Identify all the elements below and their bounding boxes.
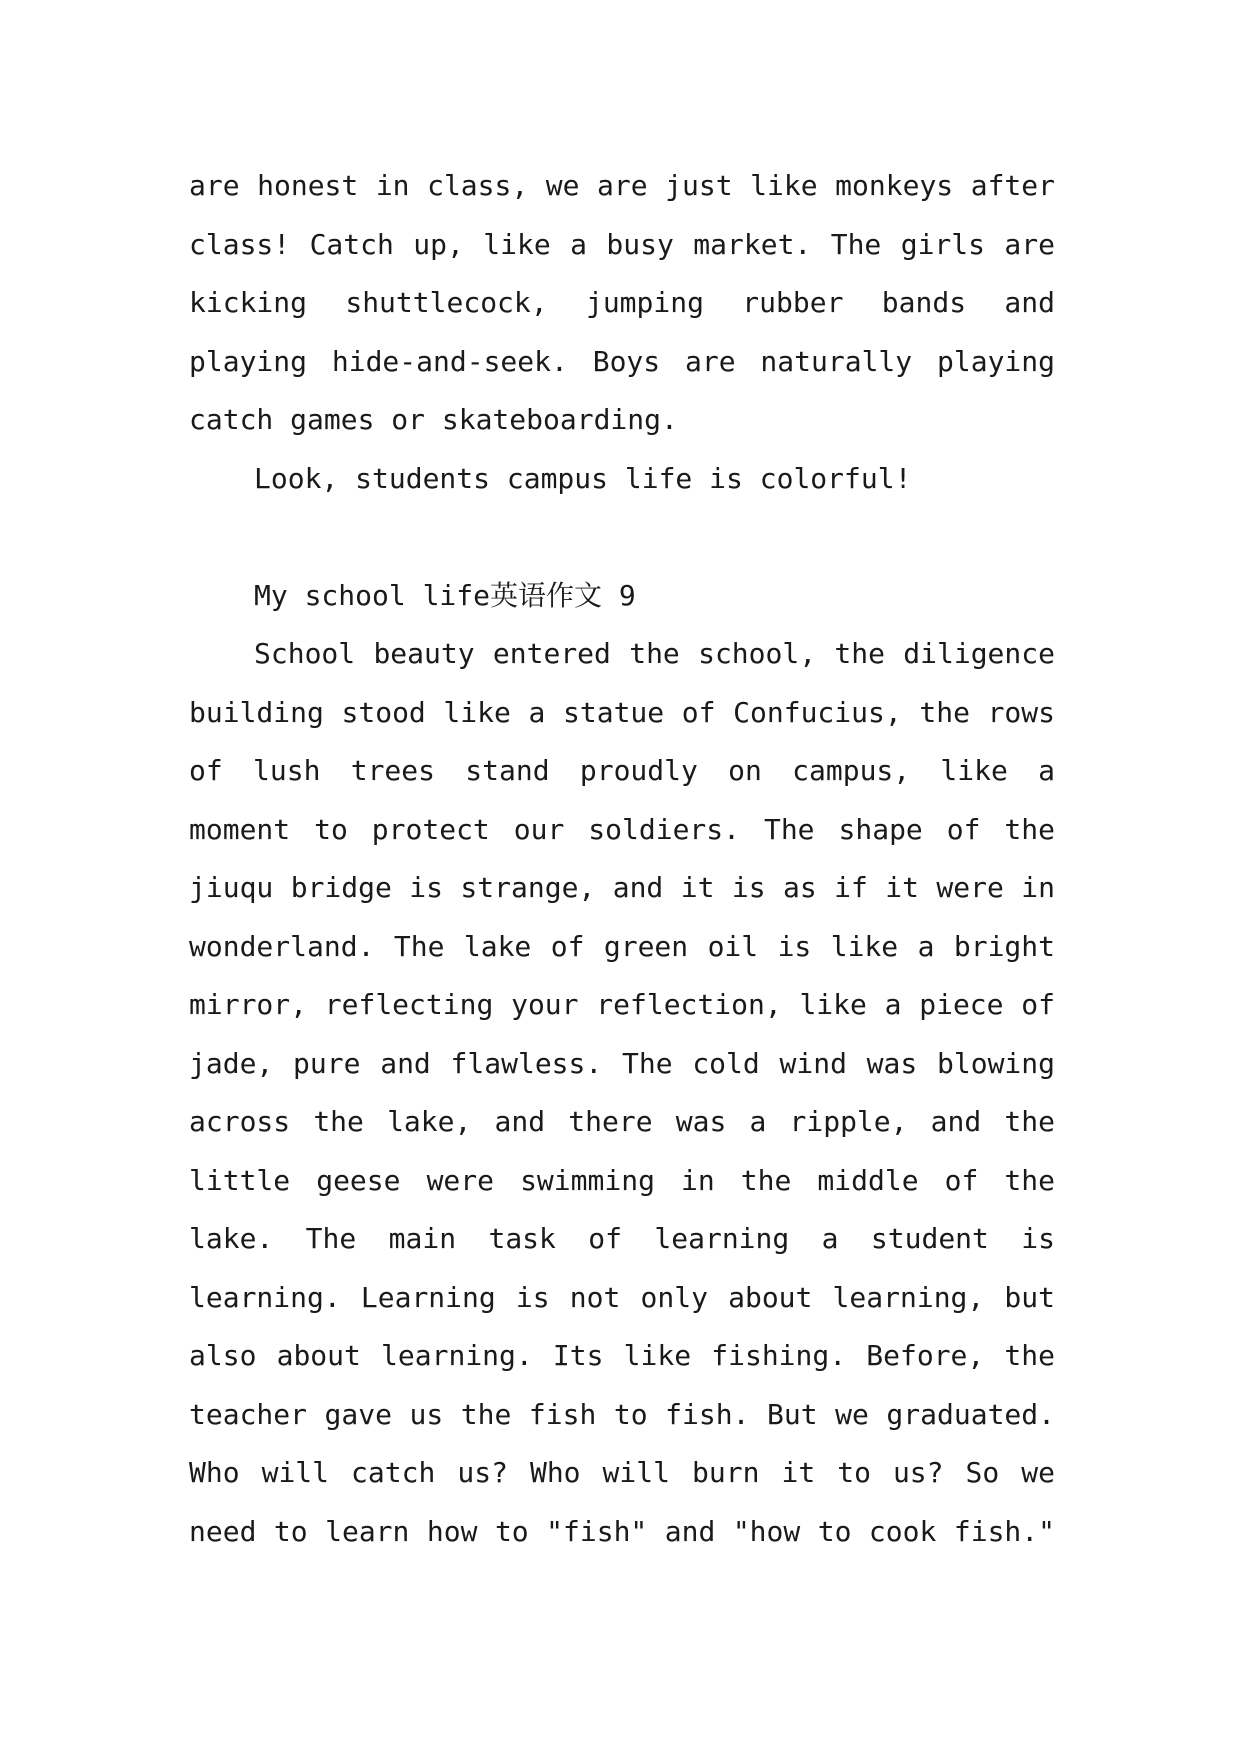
text-line: jiuqu bridge is strange, and it is as if it were in — [189, 871, 1055, 904]
paragraph-2 — [189, 450, 1055, 509]
text-line: class! Catch up, like a busy market. The girls are — [189, 227, 1055, 261]
text-line: learning. Learning is not only about learning, but — [189, 1280, 1055, 1314]
text-line: are honest in class, we are just like monkeys after — [189, 169, 1055, 202]
text-line: School beauty entered the school, the diligence — [254, 637, 1055, 670]
text-line: of lush trees stand proudly on campus, like a — [189, 754, 1055, 787]
text-line: playing hide-and-seek. Boys are naturally playing — [189, 344, 1055, 378]
document-page — [189, 157, 1055, 1561]
text-line: teacher gave us the fish to fish. But we graduated. — [189, 1397, 1055, 1431]
text-line: catch games or skateboarding. — [189, 403, 678, 436]
text-line: little geese were swimming in the middle of the — [189, 1163, 1055, 1197]
text-line: wonderland. The lake of green oil is like a bright — [189, 929, 1055, 963]
text-line: jade, pure and flawless. The cold wind was blowing — [189, 1046, 1055, 1080]
text-line: building stood like a statue of Confucius, the rows — [189, 695, 1055, 729]
text-line: lake. The main task of learning a student is — [189, 1222, 1055, 1255]
text-line: also about learning. Its like fishing. Before, the — [189, 1339, 1055, 1372]
text-line: across the lake, and there was a ripple, and the — [189, 1105, 1055, 1138]
text-line: Who will catch us? Who will burn it to us? So we — [189, 1456, 1055, 1489]
text-line: kicking shuttlecock, jumping rubber bands and — [189, 286, 1055, 319]
text-line: moment to protect our soldiers. The shape of the — [189, 812, 1055, 846]
text-line: mirror, reflecting your reflection, like a piece of — [189, 988, 1055, 1021]
paragraph-1 — [189, 157, 1055, 450]
paragraph-3 — [189, 625, 1055, 1561]
text-line: Look, students campus life is colorful! — [254, 461, 912, 495]
section-heading: My school life英语作文 9 — [254, 578, 636, 612]
text-line: need to learn how to "fish" and "how to cook fish." — [189, 1514, 1055, 1548]
blank-line — [189, 508, 1055, 567]
